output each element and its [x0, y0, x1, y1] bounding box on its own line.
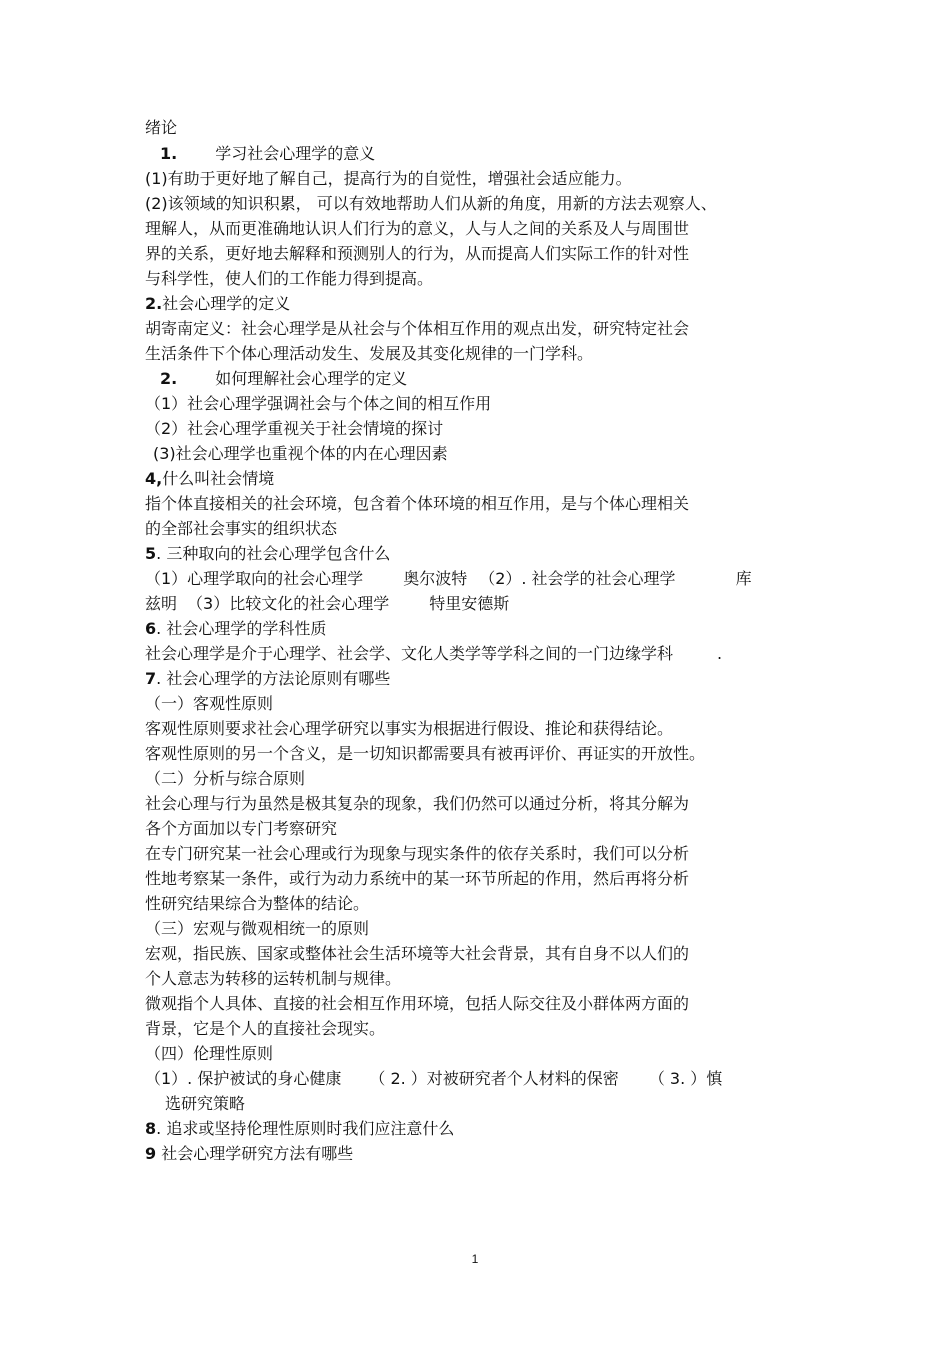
section-number: 8 [145, 1119, 157, 1138]
paragraph-line: 社会心理与行为虽然是极其复杂的现象，我们仍然可以通过分析，将其分解为 [145, 794, 690, 813]
text-run: （ 3. ）慎 [648, 1069, 723, 1088]
paragraph-line: 各个方面加以专门考察研究 [145, 819, 338, 838]
subsection-heading: （二）分析与综合原则 [145, 769, 306, 788]
paragraph-line: (1)有助于更好地了解自己，提高行为的自觉性，增强社会适应能力。 [145, 169, 632, 188]
paragraph-line: 性研究结果综合为整体的结论。 [145, 894, 370, 913]
paragraph-line: 在专门研究某一社会心理或行为现象与现实条件的依存关系时，我们可以分析 [145, 844, 690, 863]
section-1-heading [160, 143, 375, 165]
paragraph-line: 背景，它是个人的直接社会现实。 [145, 1019, 386, 1038]
text-run: （3）比较文化的社会心理学 [187, 594, 390, 613]
paragraph-line: 客观性原则的另一个含义，是一切知识都需要具有被再评价、再证实的开放性。 [145, 744, 706, 763]
paragraph-line: (2)该领域的知识积累， 可以有效地帮助人们从新的角度，用新的方法去观察人、 [145, 194, 717, 213]
section-title: . 三种取向的社会心理学包含什么 [156, 544, 391, 563]
section-number: 7 [145, 669, 157, 688]
text-run: （1）. 保护被试的身心健康 [145, 1069, 342, 1088]
list-item: （1）社会心理学强调社会与个体之间的相互作用 [145, 394, 492, 413]
chapter-heading: 绪论 [145, 118, 178, 137]
paragraph-line: 宏观，指民族、国家或整体社会生活环境等大社会背景，其有自身不以人们的 [145, 944, 690, 963]
section-8-heading [145, 1118, 454, 1140]
paragraph-line: 个人意志为转移的运转机制与规律。 [145, 969, 402, 988]
list-item: （2）社会心理学重视关于社会情境的探讨 [145, 419, 444, 438]
section-number: 2. [160, 369, 178, 388]
paragraph-line: 生活条件下个体心理活动发生、发展及其变化规律的一门学科。 [145, 344, 594, 363]
section-9-heading [145, 1143, 353, 1165]
paragraph-line: 性地考察某一条件，或行为动力系统中的某一环节所起的作用，然后再将分析 [145, 869, 690, 888]
section-title: . 追求或坚持伦理性原则时我们应注意什么 [156, 1119, 455, 1138]
section-number: 9 [145, 1144, 157, 1163]
text-run: （2）. 社会学的社会心理学 [479, 569, 676, 588]
section-6-heading [145, 618, 326, 640]
section-number: 1. [160, 144, 178, 163]
section-number: 6 [145, 619, 157, 638]
section-3-heading [160, 368, 407, 390]
section-number: 2. [145, 294, 163, 313]
section-title: 如何理解社会心理学的定义 [215, 369, 408, 388]
paragraph-line [145, 568, 752, 590]
paragraph-line [145, 643, 722, 665]
text-run: 特里安德斯 [429, 594, 510, 613]
paragraph-line: 选研究策略 [165, 1094, 246, 1113]
text-run: 奥尔波特 [403, 569, 468, 588]
section-title: 社会心理学的定义 [162, 294, 291, 313]
subsection-heading: （三）宏观与微观相统一的原则 [145, 919, 370, 938]
paragraph-line: 指个体直接相关的社会环境，包含着个体环境的相互作用，是与个体心理相关 [145, 494, 690, 513]
text-run: 社会心理学是介于心理学、社会学、文化人类学等学科之间的一门边缘学科 [145, 644, 674, 663]
paragraph-line: 的全部社会事实的组织状态 [145, 519, 338, 538]
section-number: 5 [145, 544, 157, 563]
text-run: （ 2. ）对被研究者个人材料的保密 [369, 1069, 619, 1088]
list-item: (3)社会心理学也重视个体的内在心理因素 [153, 444, 448, 463]
section-7-heading [145, 668, 390, 690]
paragraph-line: 理解人，从而更准确地认识人们行为的意义，人与人之间的关系及人与周围世 [145, 219, 690, 238]
section-5-heading [145, 543, 390, 565]
subsection-heading: （一）客观性原则 [145, 694, 274, 713]
page-number: 1 [471, 1252, 479, 1266]
paragraph-line [145, 593, 509, 615]
section-title: . 社会心理学的学科性质 [156, 619, 327, 638]
section-title: . 社会心理学的方法论原则有哪些 [156, 669, 391, 688]
paragraph-line: 与科学性，使人们的工作能力得到提高。 [145, 269, 434, 288]
section-4-heading [145, 468, 274, 490]
text-run: （1）心理学取向的社会心理学 [145, 569, 364, 588]
paragraph-line [145, 1068, 722, 1090]
section-title: 社会心理学研究方法有哪些 [156, 1144, 354, 1163]
paragraph-line: 胡寄南定义：社会心理学是从社会与个体相互作用的观点出发，研究特定社会 [145, 319, 690, 338]
text-run: 库 [735, 569, 752, 588]
paragraph-line: 界的关系，更好地去解释和预测别人的行为，从而提高人们实际工作的针对性 [145, 244, 690, 263]
section-2-heading [145, 293, 290, 315]
paragraph-line: 微观指个人具体、直接的社会相互作用环境，包括人际交往及小群体两方面的 [145, 994, 690, 1013]
section-number: 4, [145, 469, 163, 488]
subsection-heading: （四）伦理性原则 [145, 1044, 274, 1063]
text-run: 兹明 [145, 594, 178, 613]
text-run: . [717, 644, 723, 663]
section-title: 什么叫社会情境 [162, 469, 275, 488]
section-title: 学习社会心理学的意义 [215, 144, 376, 163]
paragraph-line: 客观性原则要求社会心理学研究以事实为根据进行假设、推论和获得结论。 [145, 719, 674, 738]
